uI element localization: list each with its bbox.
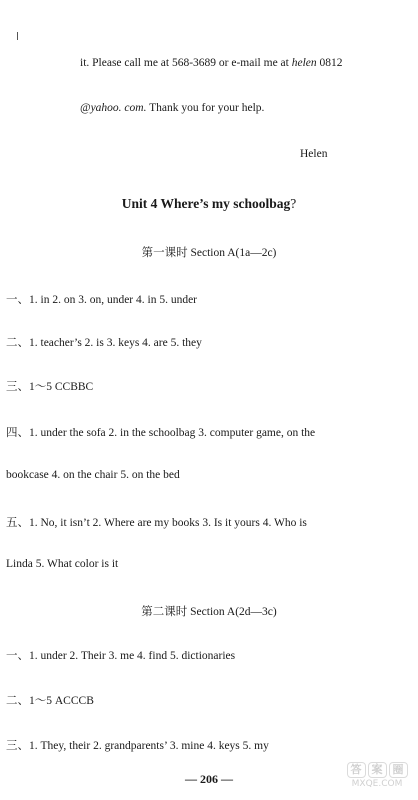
lesson1-item: 二、1. teacher’s 2. is 3. keys 4. are 5. they — [6, 337, 202, 349]
lesson1-item: 四、1. under the sofa 2. in the schoolbag 3. computer game, on the — [6, 427, 316, 439]
lesson1-item-continued: Linda 5. What color is it — [6, 558, 119, 570]
letter-line-1: it. Please call me at 568-3689 or e-mail me at helen 0812 — [80, 57, 343, 69]
lesson2-heading: 第二课时 Section A(2d—3c) — [141, 606, 277, 618]
letter-line-2: @yahoo. com. Thank you for your help. — [80, 102, 265, 114]
unit-title: Unit 4 Where’s my schoolbag? — [121, 196, 297, 211]
margin-tick-top — [17, 32, 18, 40]
lesson1-item: 五、1. No, it isn’t 2. Where are my books 3. Is it yours 4. Who is — [6, 517, 307, 529]
lesson1-item: 三、1～5 CCBBC — [6, 381, 94, 393]
lesson1-heading: 第一课时 Section A(1a—2c) — [141, 247, 277, 259]
lesson2-item: 二、1～5 ACCCB — [6, 695, 94, 707]
letter-signature: Helen — [300, 148, 328, 160]
lesson2-item: 三、1. They, their 2. grandparents’ 3. mine 4. keys 5. my — [6, 740, 269, 752]
lesson2-item: 一、1. under 2. Their 3. me 4. find 5. dictionaries — [6, 650, 236, 662]
page-number: — 206 — — [185, 772, 233, 786]
watermark-logo: 答 案 圈 MXQE.COM — [342, 762, 412, 796]
lesson1-item-continued: bookcase 4. on the chair 5. on the bed — [6, 469, 180, 481]
lesson1-item: 一、1. in 2. on 3. on, under 4. in 5. under — [6, 294, 198, 306]
